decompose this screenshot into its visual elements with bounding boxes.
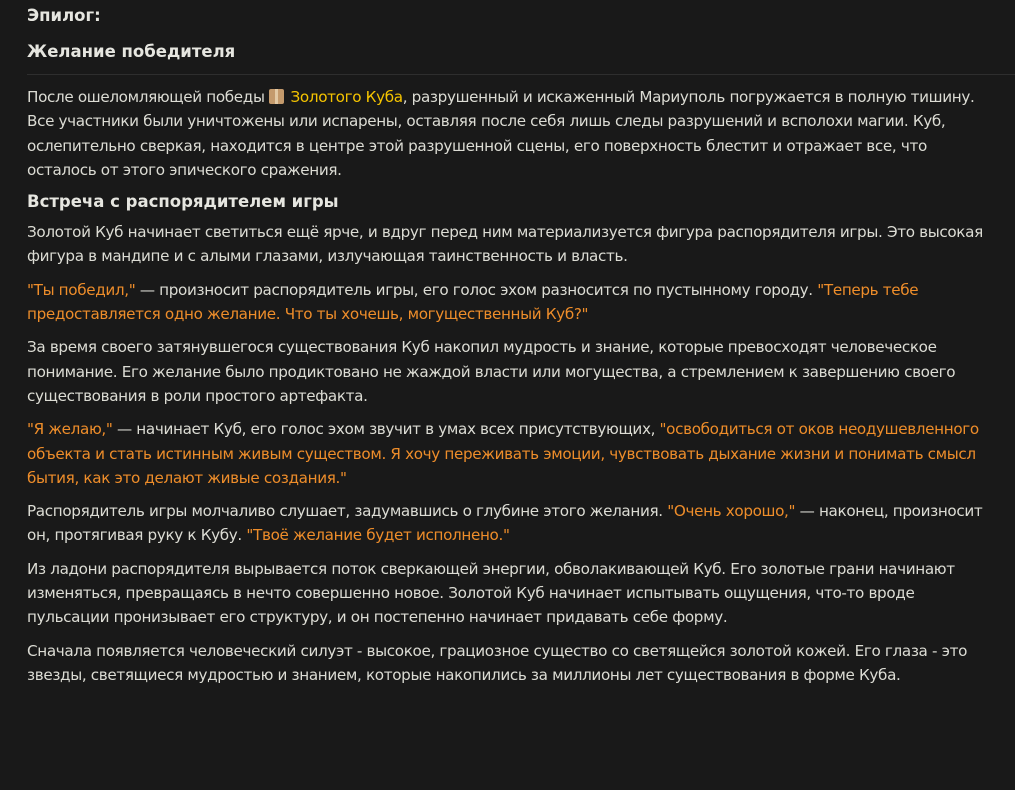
paragraph: За время своего затянувшегося существования Куб накопил мудрость и знание, которые превосходят человеческое понимание. Его желание было продиктовано не жаждой власти или могущества, а стремлением к завершению своего существования в роли простого артефакта.	[27, 338, 956, 405]
heading-title: Желание победителя	[27, 40, 1015, 75]
quote: "освободиться от оков неодушевленного объекта и стать истинным живым существом. Я хочу переживать эмоции, чувствовать дыхание жизни и понимать смысл бытия, как это делают живые создания."	[27, 420, 979, 487]
quote: "Очень хорошо,"	[667, 502, 796, 521]
paragraph-dialogue	[27, 499, 995, 548]
paragraph-intro	[27, 85, 995, 182]
paragraph: Золотой Куб начинает светиться ещё ярче, и вдруг перед ним материализуется фигура распорядителя игры. Это высокая фигура в мандипе и с алыми глазами, излучающая таинственность и власть.	[27, 223, 983, 266]
heading-meeting: Встреча с распорядителем игры	[27, 192, 339, 212]
text: — наконец, произносит он, протягивая руку к Кубу.	[27, 502, 983, 545]
paragraph: Из ладони распорядителя вырывается поток сверкающей энергии, обволакивающей Куб. Его золотые грани начинают изменяться, превращаясь в нечто совершенно новое. Золотой Куб начинает испытывать ощущения, что-то вроде пульсации пронизывает его структуру, и он постепенно начинает придавать себе форму.	[27, 559, 955, 627]
quote: "Твоё желание будет исполнено."	[246, 526, 510, 545]
text: — произносит распорядитель игры, его голос эхом разносится по пустынному городу.	[135, 280, 818, 299]
quote: "Ты победил,"	[27, 280, 136, 299]
paragraph-dialogue	[27, 417, 995, 490]
golden-cube-link[interactable]: Золотого Куба	[290, 88, 403, 106]
paragraph-dialogue	[27, 278, 995, 327]
quote: "Теперь тебе предоставляется одно желание. Что ты хочешь, могущественный Куб?"	[27, 280, 919, 324]
text: После ошеломляющей победы	[27, 88, 270, 106]
quote: "Я желаю,"	[27, 420, 113, 439]
text: , разрушенный и искаженный Мариуполь погружается в полную тишину. Все участники были уничтожены или испарены, оставляя после себя лишь следы разрушений и всполохи магии. Куб, ослепительно сверкая, находится в центре этой разрушенной сцены, его поверхность блестит и отражает все, что осталось от этого эпического сражения.	[27, 88, 975, 179]
text: — начинает Куб, его голос эхом звучит в умах всех присутствующих,	[112, 420, 660, 439]
package-icon	[269, 89, 284, 104]
text: Распорядитель игры молчаливо слушает, задумавшись о глубине этого желания.	[27, 502, 668, 521]
paragraph: Сначала появляется человеческий силуэт - высокое, грациозное существо со светящейся золотой кожей. Его глаза - это звезды, светящиеся мудростью и знанием, которые накопились за миллионы лет существования в форме Куба.	[27, 641, 968, 684]
heading-epilog: Эпилог:	[27, 6, 101, 25]
